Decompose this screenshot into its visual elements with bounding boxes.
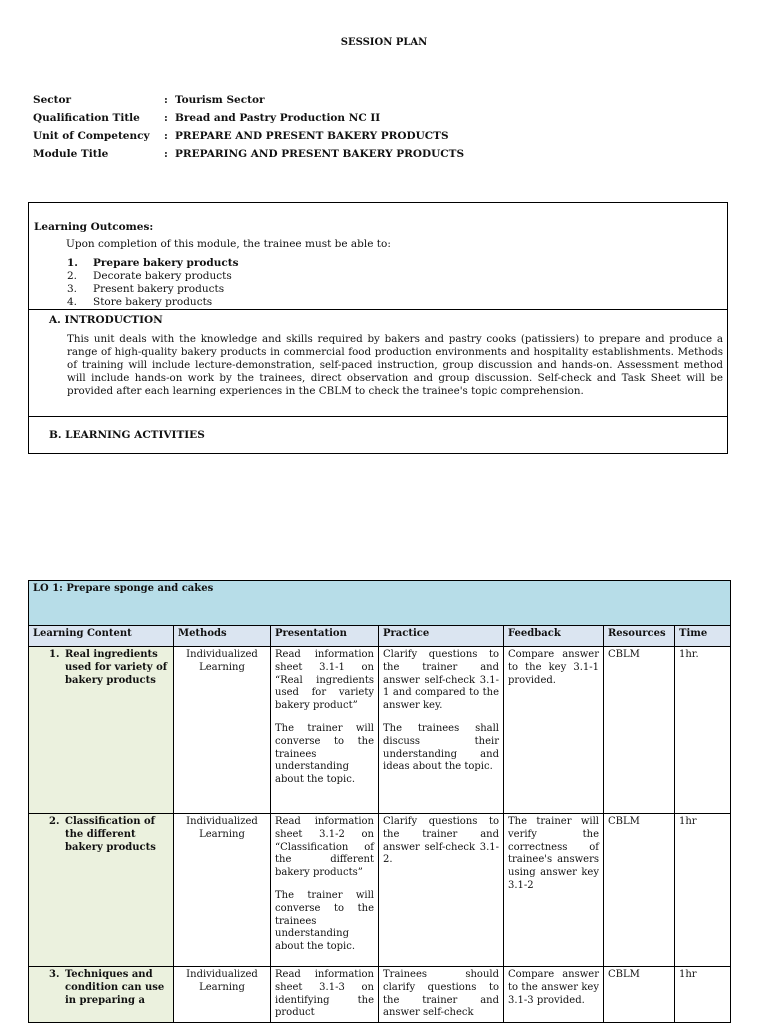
resources-cell: CBLM	[604, 647, 675, 814]
presentation-text: The trainer will converse to the trainees understanding about the topic.	[275, 889, 374, 953]
methods-cell: Individualized Learning	[174, 814, 271, 967]
learning-activities-heading: B. LEARNING ACTIVITIES	[49, 429, 205, 441]
meta-value: Bread and Pastry Production NC II	[175, 112, 381, 124]
list-text: Present bakery products	[93, 283, 225, 295]
header-feedback: Feedback	[504, 626, 604, 647]
row-number: 2.	[49, 816, 60, 827]
resources-cell: CBLM	[604, 967, 675, 1023]
introduction-text: This unit deals with the knowledge and skills required by bakers and pastry cooks (patissiers) to prepare and produce a range of high-quality bakery products in commercial food production environments and hospitality establishments. Methods of training will include lecture-demonstration, self-paced instruction, group discussion and hands-on. Assessment method will include hands-on work by the trainees, direct observation and group discussion. Self-check and Task Sheet will be provided after each learning experiences in the CBLM to check the trainee's topic comprehension.	[67, 333, 723, 397]
header-practice: Practice	[379, 626, 504, 647]
session-meta	[33, 91, 464, 163]
meta-key: Sector	[33, 94, 72, 106]
list-text: Decorate bakery products	[93, 270, 232, 282]
header-time: Time	[675, 626, 731, 647]
meta-key: Qualification Title	[33, 112, 140, 124]
meta-value: Tourism Sector	[175, 94, 265, 106]
row-content-text: Classification of the different bakery products	[65, 816, 156, 853]
table-row	[29, 647, 731, 814]
learning-content-cell	[29, 647, 174, 814]
learning-outcomes-list	[67, 257, 239, 309]
meta-key: Unit of Competency	[33, 130, 150, 142]
meta-row-unit	[33, 127, 464, 145]
time-cell: 1hr	[675, 967, 731, 1023]
learning-outcome-table	[28, 580, 731, 1023]
presentation-text: Read information sheet 3.1-2 on “Classification of the different bakery products”	[275, 816, 374, 879]
learning-content-cell	[29, 814, 174, 967]
list-number: 1.	[67, 257, 78, 269]
page-title: SESSION PLAN	[340, 37, 428, 48]
list-number: 3.	[67, 283, 78, 295]
practice-text: Trainees should clarify questions to the trainer and answer self-check	[383, 969, 499, 1019]
practice-text: Clarify questions to the trainer and answer self-check 3.1-1 and compared to the answer key.	[383, 649, 499, 712]
meta-row-qualification	[33, 109, 464, 127]
header-learning-content: Learning Content	[29, 626, 174, 647]
feedback-cell: Compare answer to the answer key 3.1-3 provided.	[504, 967, 604, 1023]
meta-colon: :	[164, 112, 168, 124]
list-text: Prepare bakery products	[93, 257, 239, 269]
list-text: Store bakery products	[93, 296, 213, 308]
meta-colon: :	[164, 94, 168, 106]
presentation-text: Read information sheet 3.1-3 on identifying the product	[275, 969, 374, 1019]
row-content-text: Techniques and condition can use in preparing a	[65, 969, 165, 1006]
practice-cell	[379, 814, 504, 967]
practice-cell	[379, 647, 504, 814]
meta-row-sector	[33, 91, 464, 109]
row-number: 1.	[49, 649, 60, 660]
row-content-text: Real ingredients used for variety of bakery products	[65, 649, 168, 686]
meta-row-module	[33, 145, 464, 163]
presentation-text: The trainer will converse to the trainees understanding about the topic.	[275, 722, 374, 786]
learning-outcomes-intro: Upon completion of this module, the trainee must be able to:	[66, 238, 391, 250]
meta-key: Module Title	[33, 148, 109, 160]
table-row	[29, 967, 731, 1023]
practice-text: The trainees shall discuss their understanding and ideas about the topic.	[383, 722, 499, 773]
feedback-cell: Compare answer to the key 3.1-1 provided.	[504, 647, 604, 814]
feedback-cell: The trainer will verify the correctness of trainee's answers using answer key 3.1-2	[504, 814, 604, 967]
presentation-cell	[271, 967, 379, 1023]
list-item	[67, 270, 239, 283]
list-item	[67, 283, 239, 296]
section-divider	[29, 309, 727, 310]
practice-text: Clarify questions to the trainer and answer self-check 3.1-2.	[383, 816, 499, 866]
list-number: 4.	[67, 296, 78, 308]
list-item	[67, 257, 239, 270]
learning-content-cell	[29, 967, 174, 1023]
time-cell: 1hr	[675, 814, 731, 967]
introduction-heading: A. INTRODUCTION	[49, 314, 163, 326]
meta-colon: :	[164, 148, 168, 160]
lo-title: LO 1: Prepare sponge and cakes	[29, 581, 731, 626]
section-divider	[29, 416, 727, 417]
list-item	[67, 296, 239, 309]
header-resources: Resources	[604, 626, 675, 647]
header-presentation: Presentation	[271, 626, 379, 647]
list-number: 2.	[67, 270, 78, 282]
methods-cell: Individualized Learning	[174, 967, 271, 1023]
methods-cell: Individualized Learning	[174, 647, 271, 814]
resources-cell: CBLM	[604, 814, 675, 967]
header-methods: Methods	[174, 626, 271, 647]
learning-outcomes-heading: Learning Outcomes:	[34, 221, 154, 233]
presentation-cell	[271, 647, 379, 814]
meta-value: PREPARING AND PRESENT BAKERY PRODUCTS	[175, 148, 465, 160]
meta-colon: :	[164, 130, 168, 142]
practice-cell	[379, 967, 504, 1023]
time-cell: 1hr.	[675, 647, 731, 814]
table-title-row	[29, 581, 731, 626]
presentation-cell	[271, 814, 379, 967]
presentation-text: Read information sheet 3.1-1 on “Real ingredients used for variety bakery product”	[275, 649, 374, 712]
meta-value: PREPARE AND PRESENT BAKERY PRODUCTS	[175, 130, 449, 142]
table-row	[29, 814, 731, 967]
row-number: 3.	[49, 969, 60, 980]
learning-outcomes-box	[28, 202, 728, 454]
table-header-row	[29, 626, 731, 647]
